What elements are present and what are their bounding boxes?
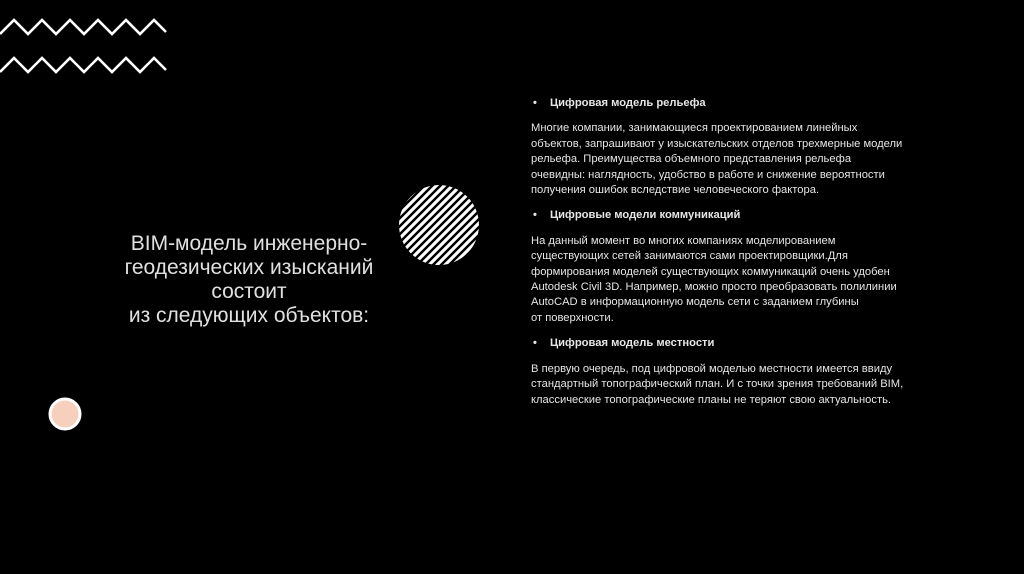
section-heading (531, 96, 961, 111)
section-heading (531, 336, 961, 351)
section-heading-text: Цифровая модель местности (550, 337, 715, 350)
section-heading-text: Цифровая модель рельефа (550, 97, 706, 109)
bullet-dot: • (533, 337, 537, 350)
slide-title: BIM-модель инженерно- геодезических изысканий состоит из следующих объектов: (124, 232, 374, 327)
section-paragraph: Многие компании, занимающиеся проектированием линейных объектов, запрашивают у изыскательских отделов трехмерные модели рельефа. Преимущества объемного представления рельефа очевидны: наглядность, удобство в работе и снижение вероятности получения ошибок вследствие человеческого фактора. (531, 122, 903, 197)
zigzag-bottom-decoration (0, 50, 170, 80)
hatched-circle-decoration (398, 184, 480, 266)
section-heading-text: Цифровые модели коммуникаций (550, 209, 741, 222)
zigzag-top-decoration (0, 12, 170, 42)
section-paragraph: На данный момент во многих компаниях моделированием существующих сетей занимаются сами проектировщики.Для формирования моделей существующих коммуникаций очень удобен Autodesk Civil 3D. Например, можно просто преобразовать полилинии AutoCAD в информационную модель сети с заданием глубины от поверхности. (531, 234, 897, 324)
bullet-dot: • (533, 209, 537, 222)
bullet-dot: • (533, 97, 537, 109)
peach-circle-decoration (47, 396, 83, 432)
content-list (531, 96, 961, 418)
section-heading (531, 208, 961, 223)
section-paragraph: В первую очередь, под цифровой моделью местности имеется ввиду стандартный топографический план. И с точки зрения требований BIM, классические топографические планы не теряют свою актуальность. (531, 362, 904, 406)
